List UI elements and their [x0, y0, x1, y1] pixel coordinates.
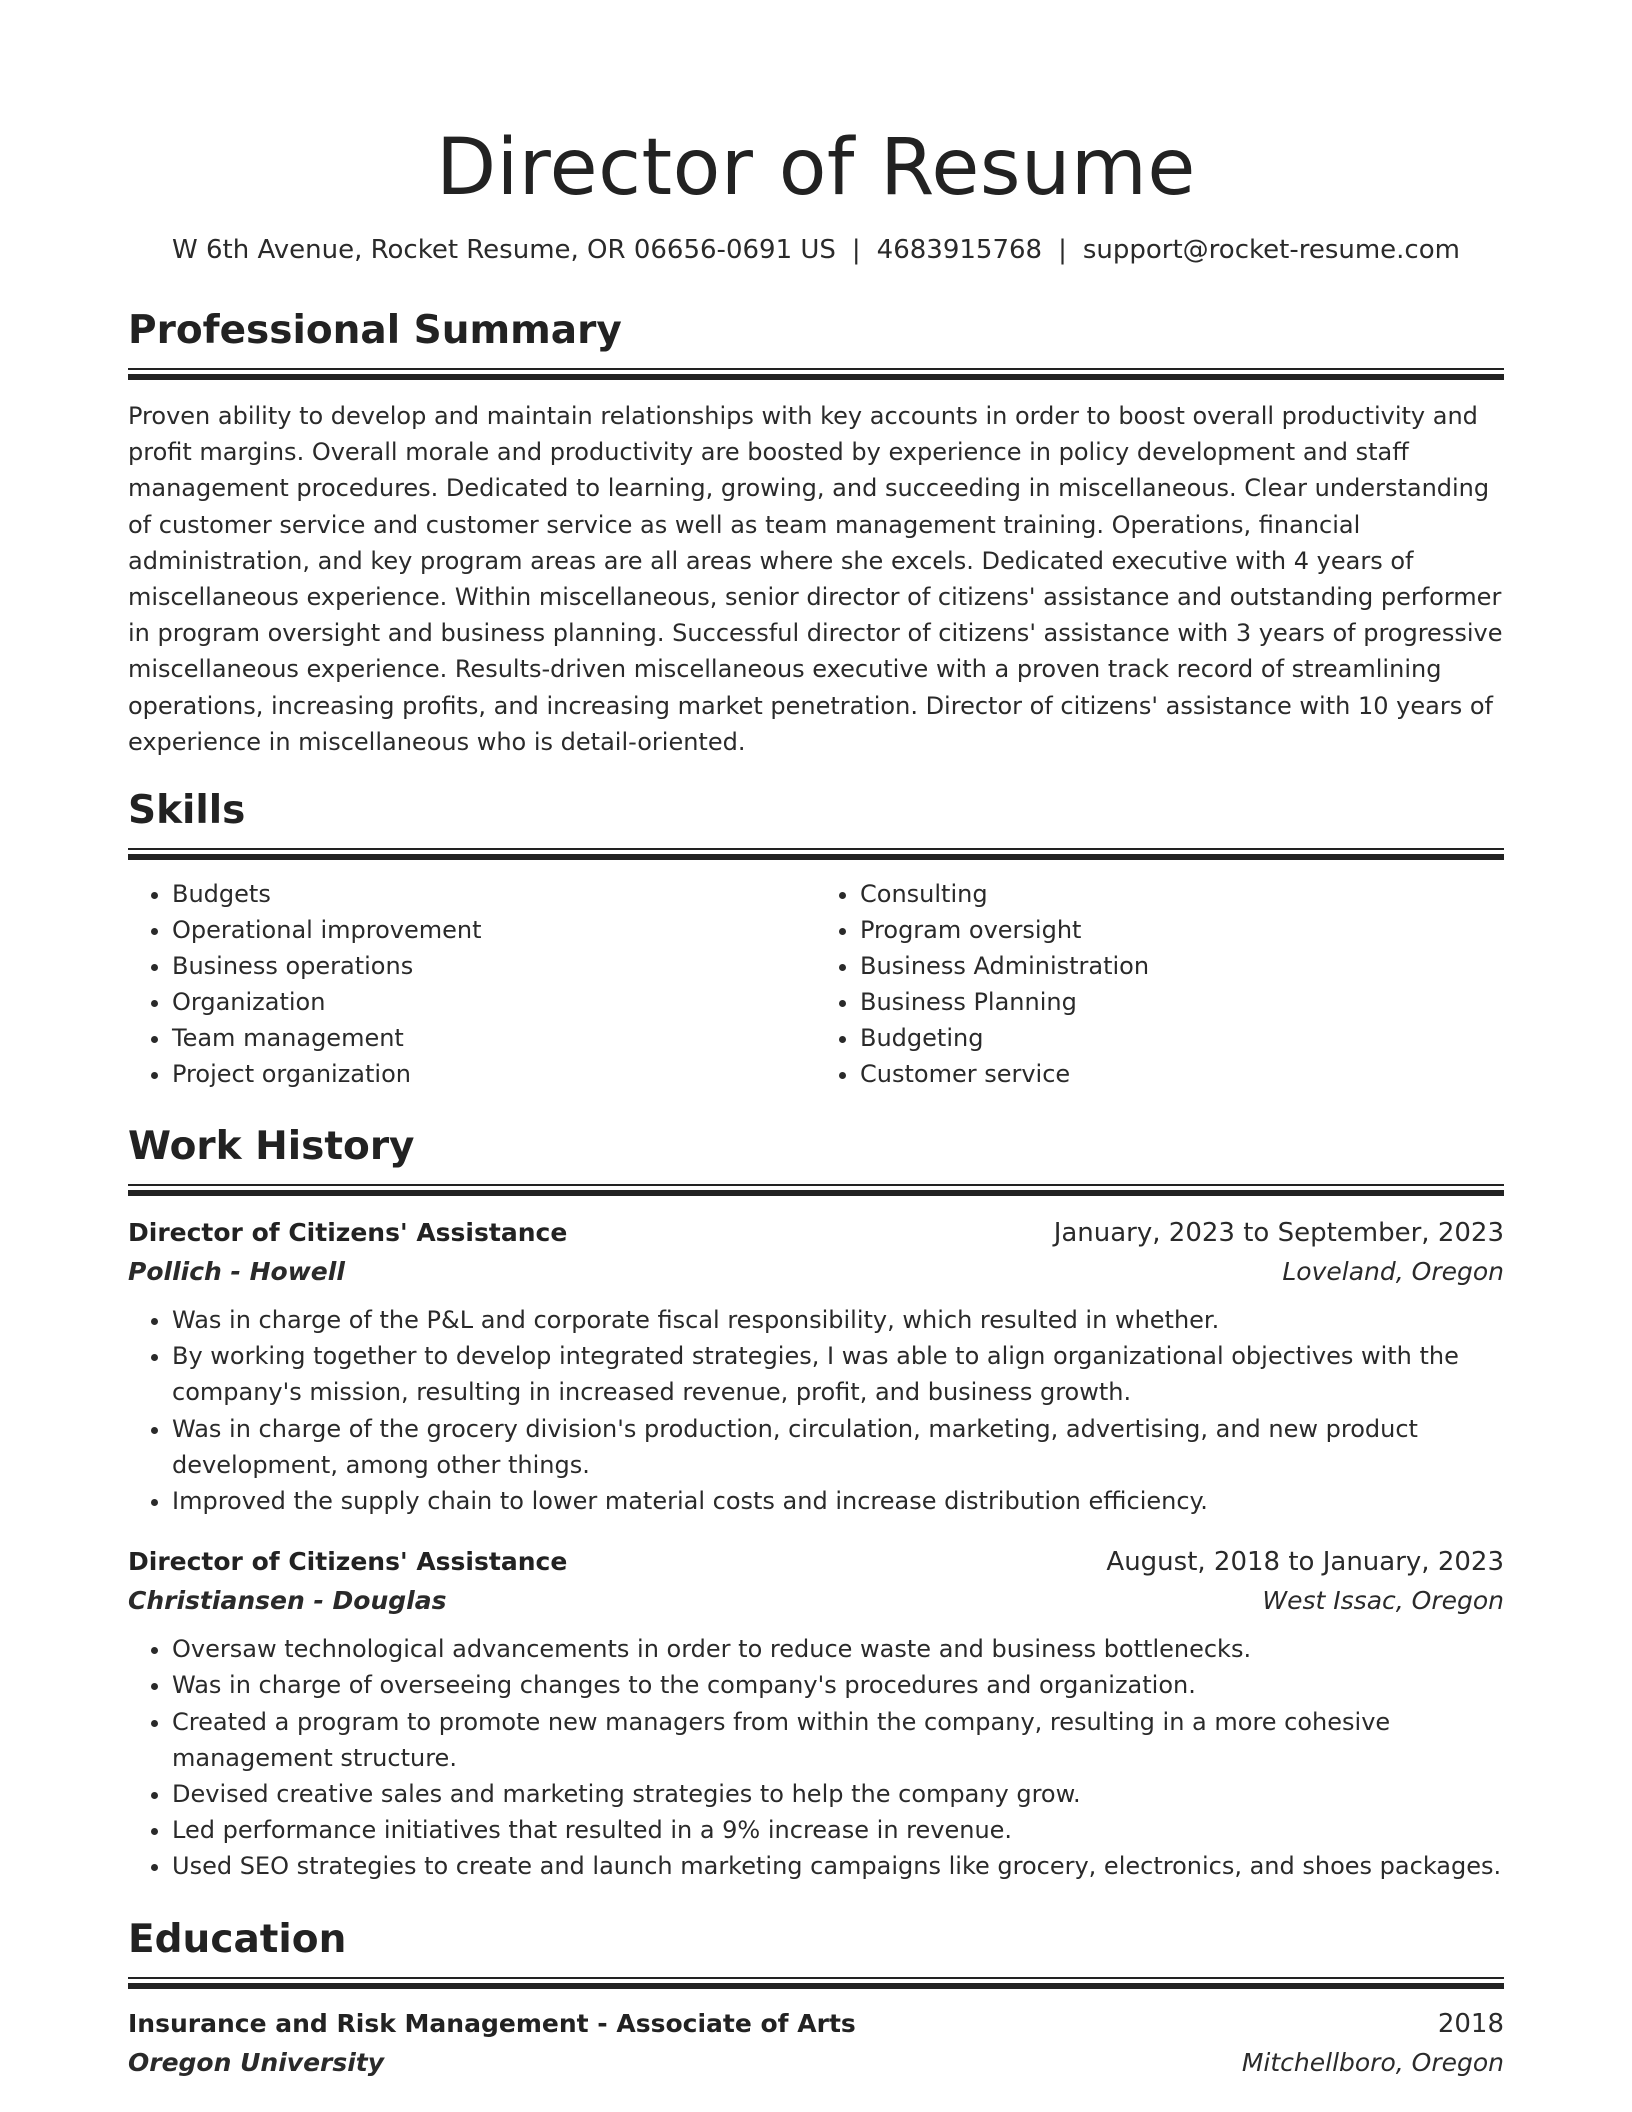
skills-column-right	[816, 876, 1504, 1092]
job-bullet: • Created a program to promote new managers from within the company, resulting in a more cohesive management structure.	[172, 1704, 1504, 1776]
job-title: Director of Citizens' Assistance	[128, 1547, 568, 1577]
job-bullets	[128, 1302, 1504, 1519]
summary-section	[128, 306, 1504, 760]
job-location: West Issac, Oregon	[1262, 1586, 1504, 1616]
skills-list	[128, 876, 1504, 1092]
contact-phone: 4683915768	[876, 235, 1043, 265]
job-header	[128, 1543, 1504, 1581]
section-divider	[128, 1977, 1504, 1989]
contact-address: W 6th Avenue, Rocket Resume, OR 06656-0691 US	[172, 235, 836, 265]
skill-item: • Budgets	[172, 876, 816, 912]
job-bullet: • Oversaw technological advancements in order to reduce waste and business bottlenecks.	[172, 1631, 1504, 1667]
education-section	[128, 1915, 1504, 2083]
contact-separator: |	[851, 235, 861, 265]
education-header	[128, 2005, 1504, 2043]
job-location: Loveland, Oregon	[1282, 1257, 1504, 1287]
skill-item: • Business Planning	[860, 984, 1504, 1020]
job-entry	[128, 1543, 1504, 1884]
section-title-education: Education	[128, 1916, 347, 1962]
skills-section	[128, 786, 1504, 1092]
section-divider	[128, 1184, 1504, 1196]
education-entry	[128, 2005, 1504, 2083]
education-subheader	[128, 2043, 1504, 2083]
skill-item: • Business operations	[172, 948, 816, 984]
education-degree: Insurance and Risk Management - Associate of Arts	[128, 2008, 856, 2038]
skill-item: • Operational improvement	[172, 912, 816, 948]
section-divider	[128, 368, 1504, 380]
job-bullet: • Improved the supply chain to lower material costs and increase distribution efficiency.	[172, 1483, 1504, 1519]
job-title: Director of Citizens' Assistance	[128, 1218, 568, 1248]
job-company: Christiansen - Douglas	[128, 1586, 447, 1616]
job-bullet: • Used SEO strategies to create and launch marketing campaigns like grocery, electronics, and shoes packages.	[172, 1848, 1504, 1884]
skill-item: • Customer service	[860, 1056, 1504, 1092]
work-history-section	[128, 1122, 1504, 1885]
section-title-skills: Skills	[128, 788, 246, 834]
job-subheader	[128, 1252, 1504, 1292]
section-title-work-history: Work History	[128, 1124, 415, 1170]
job-bullet: • Led performance initiatives that resulted in a 9% increase in revenue.	[172, 1812, 1504, 1848]
skill-item: • Project organization	[172, 1056, 816, 1092]
job-subheader	[128, 1581, 1504, 1621]
education-location: Mitchellboro, Oregon	[1241, 2047, 1504, 2077]
job-dates: August, 2018 to January, 2023	[1106, 1547, 1504, 1578]
job-header	[128, 1214, 1504, 1252]
skill-item: • Organization	[172, 984, 816, 1020]
job-entry	[128, 1214, 1504, 1519]
job-bullet: • By working together to develop integrated strategies, I was able to align organizational objectives with the company's mission, resulting in increased revenue, profit, and business growth.	[172, 1338, 1504, 1410]
job-dates: January, 2023 to September, 2023	[1053, 1218, 1504, 1249]
resume-name: Director of Resume	[436, 123, 1196, 213]
contact-line	[128, 232, 1504, 268]
contact-email: support@rocket-resume.com	[1082, 235, 1460, 265]
summary-text: Proven ability to develop and maintain relationships with key accounts in order to boost overall productivity and profit margins. Overall morale and productivity are boosted by experience in policy development and staff management procedures. Dedicated to learning, growing, and succeeding in miscellaneous. Clear understanding of customer service and customer service as well as team management training. Operations, financial administration, and key program areas are all areas where she excels. Dedicated executive with 4 years of miscellaneous experience. Within miscellaneous, senior director of citizens' assistance and outstanding performer in program oversight and business planning. Successful director of citizens' assistance with 3 years of progressive miscellaneous experience. Results-driven miscellaneous executive with a proven track record of streamlining operations, increasing profits, and increasing market penetration. Director of citizens' assistance with 10 years of experience in miscellaneous who is detail-oriented.	[128, 402, 1503, 756]
resume-page	[128, 0, 1504, 2083]
job-bullet: • Devised creative sales and marketing strategies to help the company grow.	[172, 1776, 1504, 1812]
job-bullet: • Was in charge of the P&L and corporate fiscal responsibility, which resulted in whether.	[172, 1302, 1504, 1338]
section-title-summary: Professional Summary	[128, 308, 622, 353]
skill-item: • Consulting	[860, 876, 1504, 912]
job-company: Pollich - Howell	[128, 1257, 345, 1287]
skill-item: • Team management	[172, 1020, 816, 1056]
education-year: 2018	[1437, 2008, 1504, 2039]
job-bullet: • Was in charge of the grocery division's production, circulation, marketing, advertising, and new product development, among other things.	[172, 1411, 1504, 1483]
skills-column-left	[128, 876, 816, 1092]
job-bullets	[128, 1631, 1504, 1884]
section-divider	[128, 848, 1504, 860]
skill-item: • Business Administration	[860, 948, 1504, 984]
job-bullet: • Was in charge of overseeing changes to the company's procedures and organization.	[172, 1667, 1504, 1703]
skill-item: • Budgeting	[860, 1020, 1504, 1056]
skill-item: • Program oversight	[860, 912, 1504, 948]
contact-separator: |	[1058, 235, 1067, 265]
education-school: Oregon University	[128, 2047, 385, 2077]
